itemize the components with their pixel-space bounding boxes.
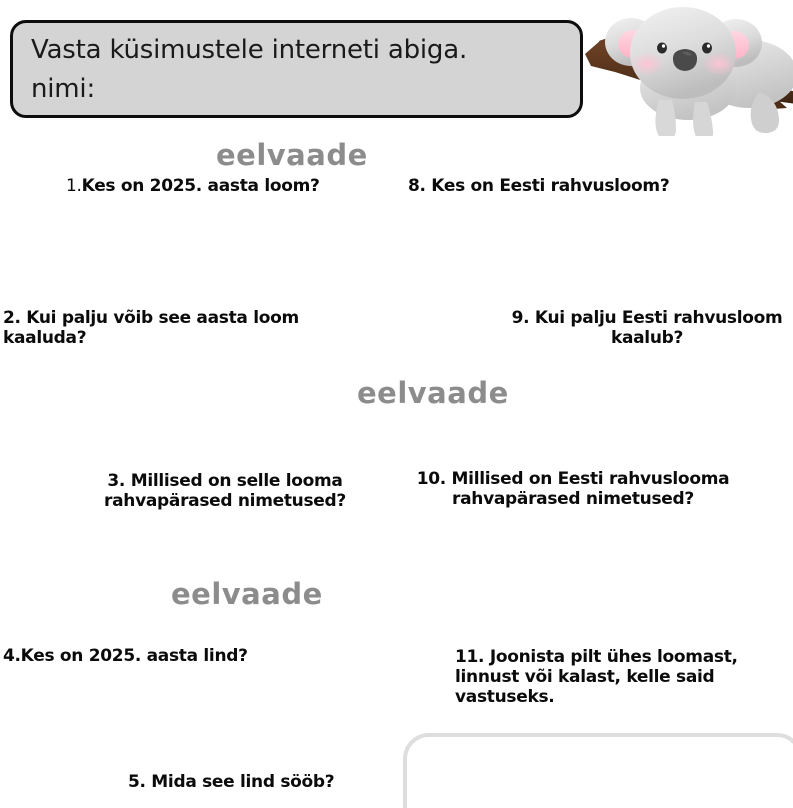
koala-ear-left: [605, 18, 657, 66]
koala-on-branch-icon: [583, 0, 793, 136]
question-11: 11. Joonista pilt ühes loomast, linnust või kalast, kelle said vastuseks.: [455, 647, 738, 707]
koala-ear-right: [710, 19, 762, 67]
student-name-label: nimi:: [31, 74, 96, 104]
instruction-name-box: [10, 20, 583, 118]
koala-illustration: [583, 0, 793, 136]
question-1: [66, 176, 320, 196]
tree-branch-icon: [585, 36, 793, 109]
question-8: 8. Kes on Eesti rahvusloom?: [408, 176, 670, 196]
watermark-eelvaade-2: eelvaade: [357, 376, 509, 410]
question-2: 2. Kui palju võib see aasta loom kaaluda?: [3, 308, 299, 348]
watermark-eelvaade-3: eelvaade: [171, 577, 323, 611]
question-5: 5. Mida see lind sööb?: [128, 772, 335, 792]
question-9: 9. Kui palju Eesti rahvusloom kaalub?: [511, 308, 783, 348]
drawing-answer-box[interactable]: [403, 733, 793, 808]
question-1-number: 1.: [66, 176, 82, 196]
question-4: 4.Kes on 2025. aasta lind?: [3, 646, 248, 666]
question-3: 3. Millised on selle looma rahvapärased nimetused?: [104, 471, 346, 511]
watermark-eelvaade-1: eelvaade: [216, 138, 368, 172]
question-1-text: Kes on 2025. aasta loom?: [81, 176, 320, 196]
question-10: 10. Millised on Eesti rahvuslooma rahvapärased nimetused?: [416, 469, 730, 509]
instruction-text: Vasta küsimustele interneti abiga.: [31, 35, 468, 65]
